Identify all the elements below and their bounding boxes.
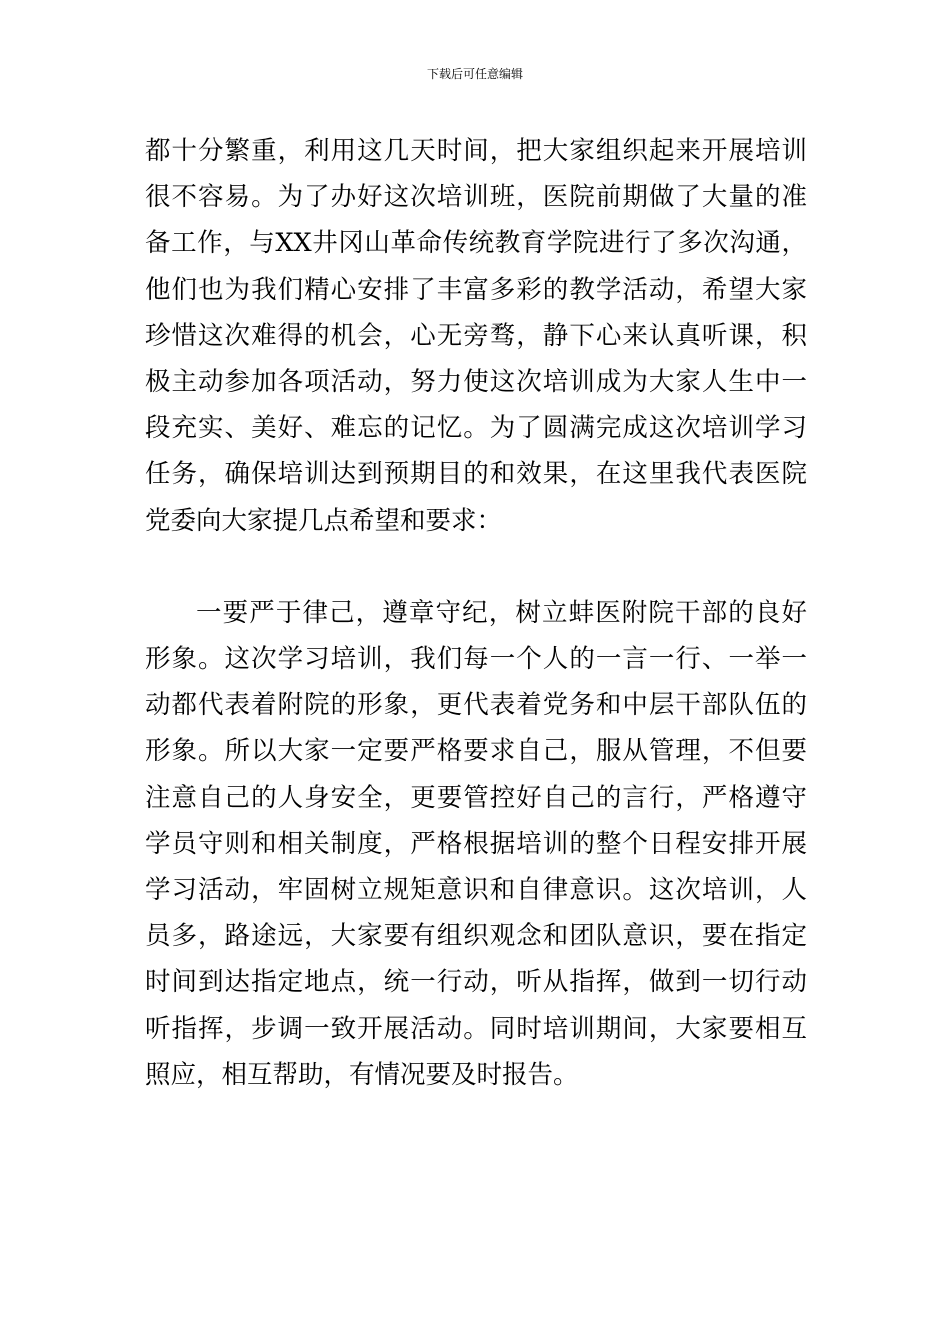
paragraph-continuation: 都十分繁重，利用这几天时间，把大家组织起来开展培训很不容易。为了办好这次培训班，医院前期做了大量的准备工作，与XX井冈山革命传统教育学院进行了多次沟通，他们也为我们精心安排了丰富多彩的教学活动，希望大家珍惜这次难得的机会，心无旁骛，静下心来认真听课，积极主动参加各项活动，努力使这次培训成为大家人生中一段充实、美好、难忘的记忆。为了圆满完成这次培训学习任务，确保培训达到预期目的和效果，在这里我代表医院党委向大家提几点希望和要求： [145,136,807,536]
page-header-note: 下载后可任意编辑 [426,67,523,81]
document-body [145,128,807,1098]
paragraph-spacer [145,544,807,590]
paragraph-discipline: 一要严于律己，遵章守纪，树立蚌医附院干部的良好形象。这次学习培训，我们每一个人的一言一行、一举一动都代表着附院的形象，更代表着党务和中层干部队伍的形象。所以大家一定要严格要求自己，服从管理，不但要注意自己的人身安全，更要管控好自己的言行，严格遵守学员守则和相关制度，严格根据培训的整个日程安排开展学习活动，牢固树立规矩意识和自律意识。这次培训，人员多，路途远，大家要有组织观念和团队意识，要在指定时间到达指定地点，统一行动，听从指挥，做到一切行动听指挥，步调一致开展活动。同时培训期间，大家要相互照应，相互帮助，有情况要及时报告。 [145,597,807,1090]
